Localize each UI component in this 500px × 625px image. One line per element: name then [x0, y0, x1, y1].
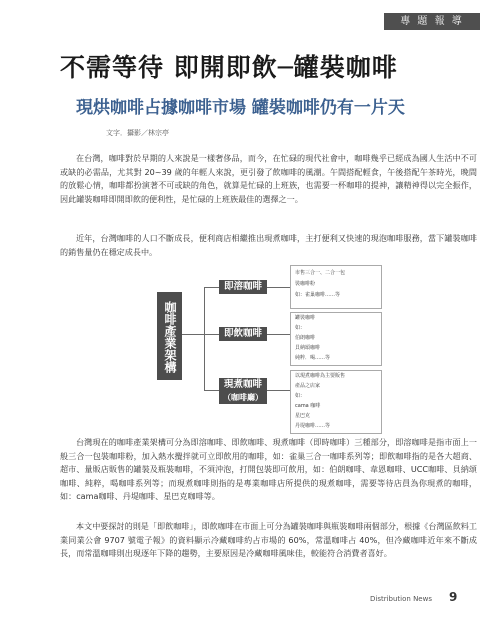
- diagram-node-ready-to-drink: 即飲咖啡: [219, 327, 267, 341]
- connector: [204, 334, 219, 335]
- connector: [204, 390, 219, 391]
- desc-line: 星巴克: [295, 413, 311, 419]
- diagram-root: 咖啡產業架構: [157, 292, 182, 380]
- paragraph-text: 本文中要探討的則是「即飲咖啡」，即飲咖啡在市面上可分為罐裝咖啡與瓶裝咖啡兩個部分，根據《台灣區飲料工業同業公會 9707 號電子報》的資料顯示冷藏咖啡約占市場的 60%，常溫咖啡占 40%，但冷藏咖啡近年來不斷成長，而常溫咖啡則出現逐年下降的趨勢，主要原因是冷藏咖啡風味佳，較能符合消費者喜好。: [60, 521, 477, 558]
- desc-lines: [291, 313, 381, 363]
- byline: 文字．攝影／林宗亭: [106, 129, 169, 137]
- desc-lines: [291, 266, 381, 303]
- connector: [204, 287, 205, 390]
- connector: [267, 334, 290, 335]
- paragraph-text: 台灣現在的咖啡產業架構可分為即溶咖啡、即飲咖啡、現煮咖啡（即時咖啡）三種部分，即溶咖啡是指市面上一般三合一包裝咖啡粉，加入熱水攪拌就可立即飲用的咖啡，如：雀巢三合一咖啡系列等；即飲咖啡指的是各大超商、超市、量販店販售的罐裝及瓶裝咖啡，不須沖泡，打開包裝即可飲用，如：伯朗咖啡、韋恩咖啡、UCC咖啡、貝納頌咖啡、純粹，喝咖啡系列等；而現煮咖啡則指的是專業咖啡店所提供的現煮咖啡，需要等待店員為你現煮的咖啡，如：cama咖啡、丹堤咖啡、星巴克咖啡等。: [60, 437, 477, 501]
- desc-line: 產品之店家: [295, 383, 321, 389]
- desc-line: 如：雀巢咖啡……等: [295, 292, 341, 298]
- diagram-desc-ready-to-drink: [290, 312, 382, 366]
- desc-lines: [291, 371, 381, 431]
- connector: [267, 287, 290, 288]
- desc-line: 以現煮咖啡為主要販售: [295, 373, 346, 379]
- desc-line: 裝咖啡粉: [295, 281, 316, 287]
- diagram-desc-brewed: [290, 370, 382, 434]
- desc-line: 如：: [295, 325, 306, 331]
- desc-line: 如：: [295, 393, 306, 399]
- article-title: 不需等待 即開即飲─罐裝咖啡: [60, 53, 398, 82]
- node-sublabel: （咖啡廳）: [223, 393, 263, 402]
- paragraph-1: [60, 152, 477, 206]
- diagram-desc-instant: [290, 265, 382, 309]
- paragraph-text: 近年，台灣咖啡的人口不斷成長，便利商店相繼推出現煮咖啡，主打便利又快速的現泡咖啡服務，當下罐裝咖啡的銷售量仍在穩定成長中。: [60, 233, 477, 257]
- section-tag: 專 題 報 導: [384, 13, 480, 30]
- paragraph-text: 在台灣，咖啡對於早期的人來說是一樣奢侈品，而今，在忙碌的現代社會中，咖啡幾乎已經成為國人生活中不可或缺的必需品，尤其對 20~39 歲的年輕人來說，更引發了飲咖啡的風潮。午間搭配輕食，午後搭配午茶時光，晚間的放鬆心情，咖啡都扮演著不可或缺的角色，就算是忙碌的上班族，也需要一杯咖啡的提神，讓精神得以完全振作，因此罐裝咖啡即開即飲的便利性，是忙碌的上班族最佳的選擇之一。: [60, 153, 477, 204]
- connector: [204, 287, 219, 288]
- diagram-node-brewed: [219, 378, 267, 404]
- desc-line: 丹堤咖啡……等: [295, 423, 331, 429]
- paragraph-4: [60, 520, 477, 561]
- connector: [267, 390, 290, 391]
- desc-line: 貝納頌咖啡: [295, 345, 321, 351]
- page-number: 9: [449, 590, 458, 604]
- connector: [182, 334, 204, 335]
- desc-line: 伯朗咖啡: [295, 335, 316, 341]
- magazine-name: Distribution News: [370, 595, 432, 603]
- desc-line: 市售三合一、二合一包: [295, 270, 346, 276]
- node-label: 現煮咖啡: [223, 379, 262, 390]
- desc-line: 純粹．喝……等: [295, 355, 331, 361]
- paragraph-3: [60, 436, 477, 504]
- article-subtitle: 現烘咖啡占據咖啡市場 罐裝咖啡仍有一片天: [76, 98, 405, 118]
- desc-line: cama 咖啡: [295, 403, 321, 409]
- diagram-node-instant: 即溶咖啡: [219, 280, 267, 294]
- paragraph-2: [60, 232, 477, 259]
- desc-line: 罐裝咖啡: [295, 315, 316, 321]
